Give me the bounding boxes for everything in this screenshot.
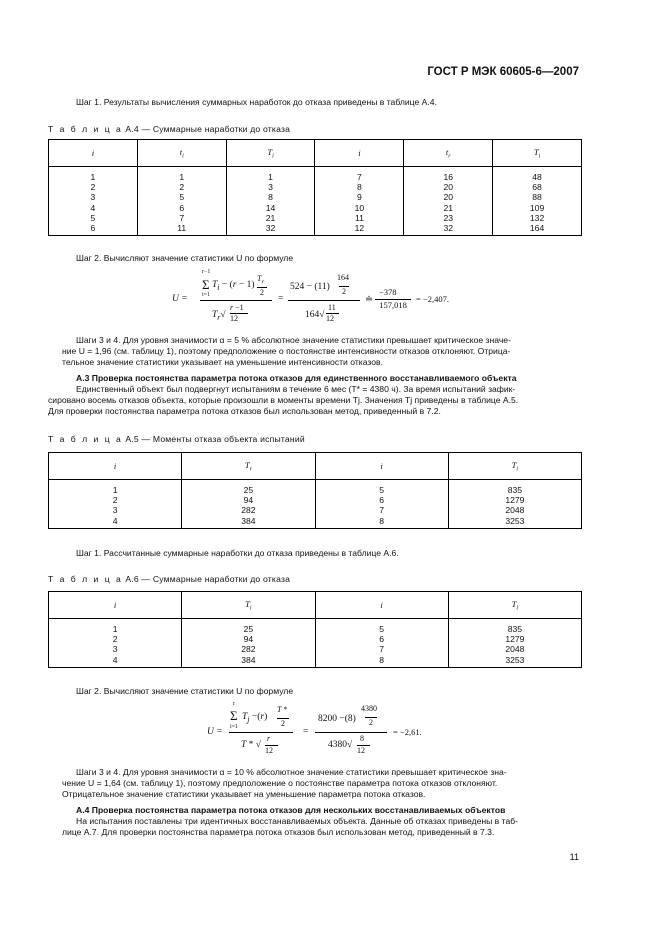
ratio-numerator: −378 — [379, 287, 397, 297]
table-cell: 7 — [315, 167, 404, 183]
step2-text: Шаг 2. Вычисляют значение статистики U по формуле — [76, 253, 294, 263]
steps-3-4-para — [62, 335, 582, 368]
table-row — [49, 644, 582, 654]
step1-text: Шаг 1. Результаты вычисления суммарных наработок до отказа приведены в таблице А.4. — [76, 97, 437, 107]
table-a5 — [48, 452, 582, 529]
sum-upper-limit: r−1 — [202, 269, 211, 275]
table-row — [49, 182, 582, 192]
table-header-row — [49, 453, 582, 480]
table-cell: 25 — [182, 480, 315, 496]
table-cell: 6 — [315, 634, 448, 644]
table-cell: 7 — [315, 505, 448, 515]
section-a3-heading: А.3 Проверка постоянства параметра потока отказов для единственного восстанавливаемого объекта — [76, 373, 517, 383]
table-cell: 5 — [315, 480, 448, 496]
table-a4 — [48, 139, 582, 236]
table-header-cell: $T_i$ — [493, 140, 582, 167]
table-cell: 48 — [493, 167, 582, 183]
section-a4-heading: А.4 Проверка постоянства параметра потока отказов для нескольких восстанавливаемых объектов — [76, 805, 506, 815]
ratio-denominator: 157,018 — [375, 299, 411, 310]
table-cell: 3253 — [448, 516, 581, 529]
table-cell: 8 — [226, 192, 315, 202]
table-a5-caption — [48, 434, 305, 445]
para-line: лице А.7. Для проверки постоянства параметра потока отказов был использован метод, приведенный в 7.3. — [62, 827, 495, 837]
table-cell: 9 — [315, 192, 404, 202]
table-cell: 8 — [315, 182, 404, 192]
table-cell: 2 — [49, 495, 182, 505]
para-line: чение U = 1,64 (см. таблицу 1), поэтому предположение о постоянстве параметра потока отказов отклоняют. — [62, 778, 498, 788]
table-row — [49, 655, 582, 668]
para-line: Для проверки постоянства параметра потока отказов был использован метод, приведенный в 7.2. — [48, 406, 441, 416]
table-header-cell: $T_i$ — [226, 140, 315, 167]
table-header-cell: i — [49, 453, 182, 480]
formula-result: = −2,407. — [416, 294, 449, 304]
table-cell: 1 — [49, 167, 138, 183]
sum-lower-limit: i=1 — [230, 724, 239, 730]
table-header-row — [49, 592, 582, 619]
table-cell: 6 — [315, 495, 448, 505]
para-line: Единственный объект был подвергнут испытаниям в течение 6 мес (T* = 4380 ч). За время испытаний зафик- — [76, 384, 516, 394]
table-a6 — [48, 591, 582, 668]
sum-upper-limit: r — [233, 701, 235, 707]
table-cell: 3 — [226, 182, 315, 192]
table-cell: 4 — [49, 203, 138, 213]
table-header-cell: i — [315, 140, 404, 167]
table-label: Т а б л и ц а — [48, 434, 123, 444]
table-cell: 1 — [226, 167, 315, 183]
table-cell: 2 — [49, 182, 138, 192]
table-header-cell: i — [315, 453, 448, 480]
table-cell: 5 — [137, 192, 226, 202]
table-header-cell: i — [49, 140, 138, 167]
table-cell: 1 — [49, 480, 182, 496]
formula-u-2: U = r Σ $T_j -(r)$ T * 2 i=1 T * √ r 12 = 8200 −(8) 4380 2 4380√ 8 12 = −2,61. — [207, 701, 422, 755]
table-cell: 384 — [182, 655, 315, 668]
table-caption-text: А.5 — Моменты отказа объекта испытаний — [125, 434, 305, 444]
table-row — [49, 495, 582, 505]
table-cell: 11 — [315, 213, 404, 223]
table-cell: 8 — [315, 516, 448, 529]
table-row — [49, 619, 582, 635]
table-cell: 835 — [448, 619, 581, 635]
table-cell: 5 — [315, 619, 448, 635]
table-label: Т а б л и ц а — [48, 124, 123, 134]
table-cell: 835 — [448, 480, 581, 496]
table-cell: 2 — [137, 182, 226, 192]
step2-a3-text: Шаг 2. Вычисляют значение статистики U по формуле — [76, 686, 294, 696]
table-cell: 4 — [49, 516, 182, 529]
table-cell: 23 — [404, 213, 493, 223]
table-cell: 20 — [404, 192, 493, 202]
table-cell: 5 — [49, 213, 138, 223]
table-header-cell: $t_r$ — [404, 140, 493, 167]
table-cell: 94 — [182, 634, 315, 644]
para-line: ние U = 1,96 (см. таблицу 1), поэтому предположение о постоянстве интенсивности отказов отклоняют. Отрица- — [62, 346, 511, 356]
table-cell: 3253 — [448, 655, 581, 668]
table-cell: 3 — [49, 644, 182, 654]
section-a3-paragraph — [48, 384, 588, 417]
table-cell: 7 — [137, 213, 226, 223]
table-row — [49, 516, 582, 529]
step1-a3-text: Шаг 1. Рассчитанные суммарные наработки до отказа приведены в таблице А.6. — [76, 548, 399, 558]
table-cell: 14 — [226, 203, 315, 213]
table-header-cell: $T_r$ — [182, 453, 315, 480]
table-header-cell: $t_i$ — [137, 140, 226, 167]
table-cell: 109 — [493, 203, 582, 213]
table-cell: 94 — [182, 495, 315, 505]
table-cell: 384 — [182, 516, 315, 529]
table-a6-caption — [48, 574, 290, 585]
table-cell: 8 — [315, 655, 448, 668]
formula-u-1: U = r−1 Σ $T_i - (r - 1)$ $T_r$ 2 i=1 $T_r√$ r −1 12 = 524 − (11) 164 2 164√ 11 12 ≐ −378 157,018 = −2,407. — [172, 269, 449, 323]
table-row — [49, 223, 582, 236]
para-line: Шаги 3 и 4. Для уровня значимости α = 5 % абсолютное значение статистики превышает критическое значе- — [76, 335, 511, 345]
table-row — [49, 192, 582, 202]
table-cell: 32 — [404, 223, 493, 236]
table-cell: 25 — [182, 619, 315, 635]
table-a4-caption — [48, 124, 290, 135]
table-row — [49, 505, 582, 515]
table-cell: 12 — [315, 223, 404, 236]
table-cell: 2048 — [448, 644, 581, 654]
table-row — [49, 203, 582, 213]
table-cell: 3 — [49, 192, 138, 202]
table-cell: 282 — [182, 505, 315, 515]
table-header-row — [49, 140, 582, 167]
table-caption-text: А.4 — Суммарные наработки до отказа — [125, 124, 291, 134]
para-line: сировано восемь отказов объекта, которые произошли в моменты времени Tj. Значения Tj приведены в таблице А.5. — [48, 395, 519, 405]
table-cell: 132 — [493, 213, 582, 223]
table-header-cell: i — [49, 592, 182, 619]
table-cell: 16 — [404, 167, 493, 183]
table-cell: 10 — [315, 203, 404, 213]
para-line: На испытания поставлены три идентичных восстанавливаемых объекта. Данные об отказах приведены в таб- — [76, 816, 519, 826]
table-cell: 21 — [404, 203, 493, 213]
table-cell: 88 — [493, 192, 582, 202]
table-row — [49, 634, 582, 644]
page-number: 11 — [569, 852, 579, 862]
table-header-cell: i — [315, 592, 448, 619]
formula-result: = −2,61. — [393, 727, 422, 737]
table-cell: 6 — [137, 203, 226, 213]
table-cell: 1279 — [448, 634, 581, 644]
table-row — [49, 167, 582, 183]
section-a4-paragraph — [62, 816, 587, 838]
table-cell: 1279 — [448, 495, 581, 505]
table-cell: 21 — [226, 213, 315, 223]
para-line: Отрицательное значение статистики указывает на уменьшение параметра потока отказов. — [62, 789, 426, 799]
table-cell: 1 — [137, 167, 226, 183]
table-cell: 20 — [404, 182, 493, 192]
table-cell: 4 — [49, 655, 182, 668]
steps-3-4-a3-para — [62, 767, 582, 800]
table-cell: 32 — [226, 223, 315, 236]
table-cell: 2 — [49, 634, 182, 644]
table-cell: 2048 — [448, 505, 581, 515]
table-cell: 1 — [49, 619, 182, 635]
table-header-cell: $T_i$ — [182, 592, 315, 619]
table-header-cell: $T_i$ — [448, 592, 581, 619]
table-header-cell: $T_i$ — [448, 453, 581, 480]
para-line: тельное значение статистики указывает на уменьшение интенсивности отказов. — [62, 357, 383, 367]
sum-lower-limit: i=1 — [202, 292, 211, 298]
table-cell: 3 — [49, 505, 182, 515]
para-line: Шаги 3 и 4. Для уровня значимости α = 10 % абсолютное значение статистики превышает критическое зна- — [76, 767, 507, 777]
document-header: ГОСТ Р МЭК 60605-6—2007 — [427, 66, 579, 78]
table-cell: 11 — [137, 223, 226, 236]
table-caption-text: А.6 — Суммарные наработки до отказа — [125, 574, 291, 584]
table-cell: 282 — [182, 644, 315, 654]
table-cell: 164 — [493, 223, 582, 236]
table-label: Т а б л и ц а — [48, 574, 123, 584]
table-cell: 6 — [49, 223, 138, 236]
table-row — [49, 213, 582, 223]
table-cell: 68 — [493, 182, 582, 192]
table-cell: 7 — [315, 644, 448, 654]
table-row — [49, 480, 582, 496]
